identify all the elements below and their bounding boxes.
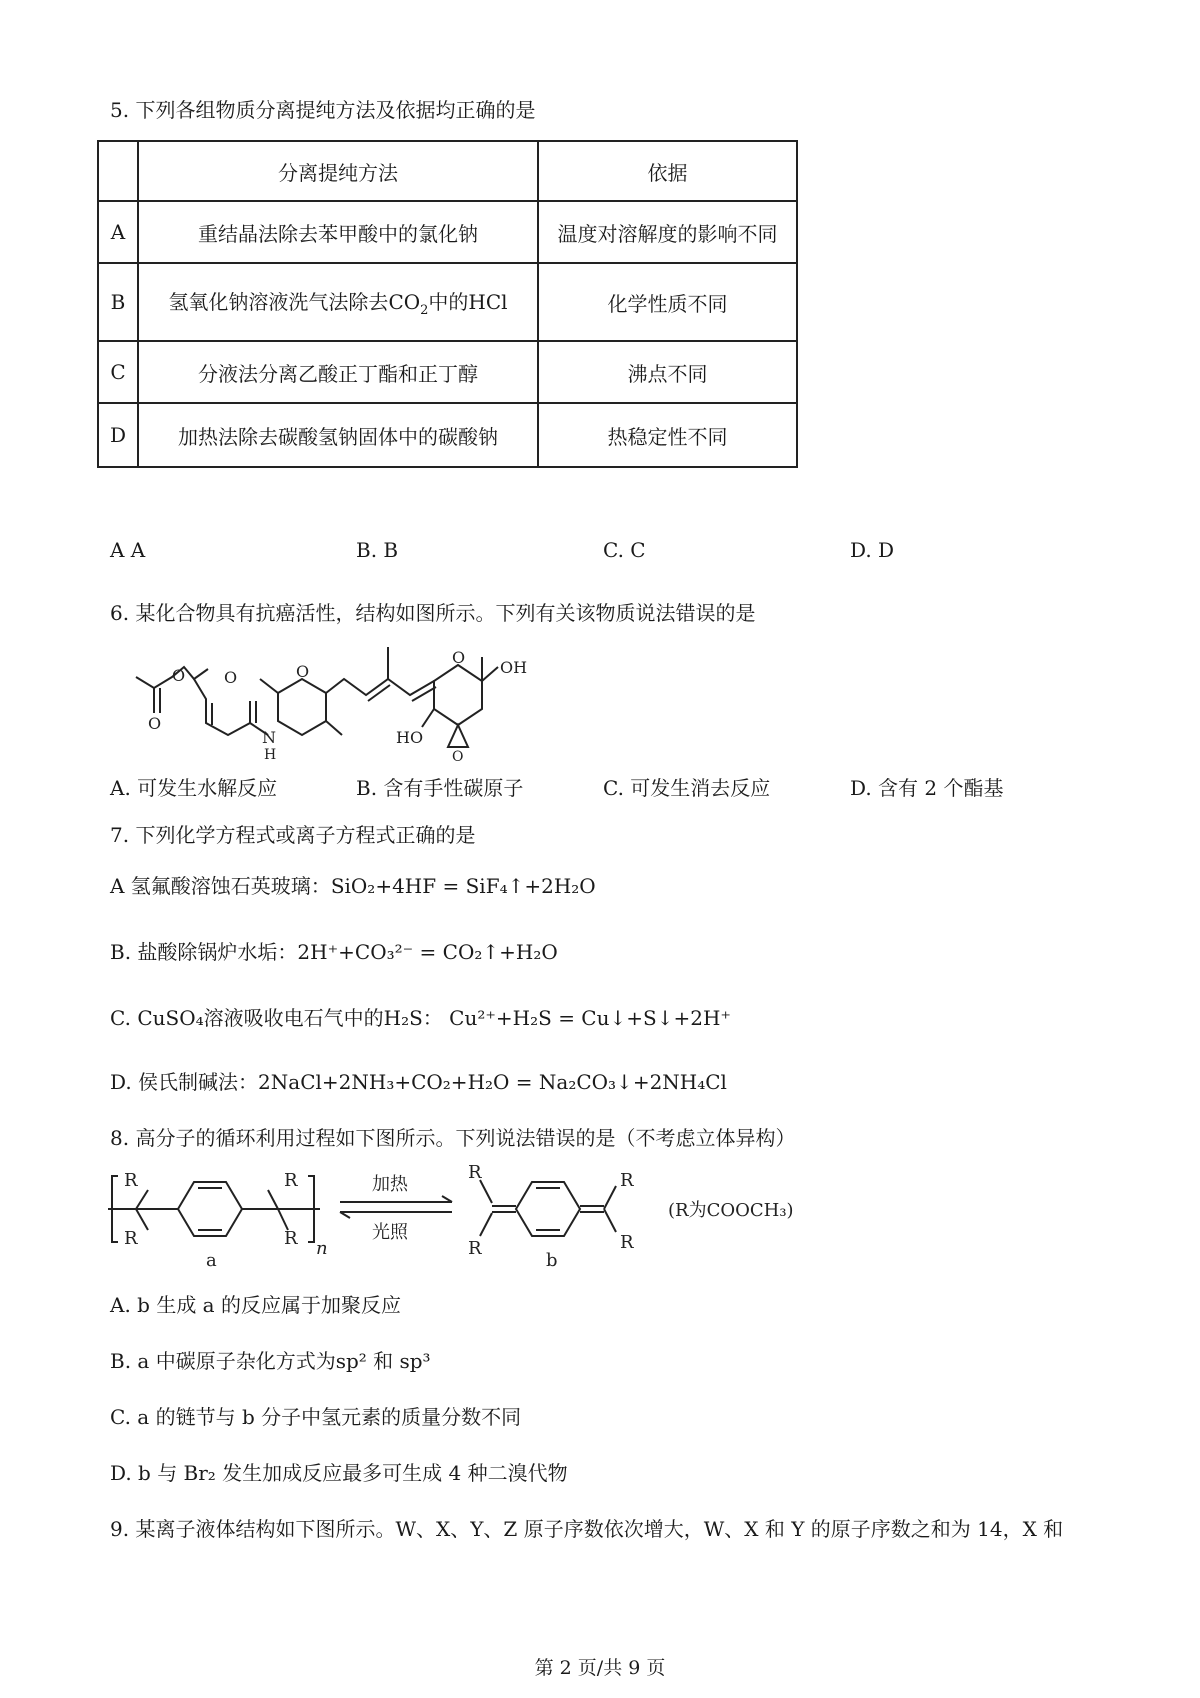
- q5-option-b[interactable]: B. B: [356, 538, 399, 562]
- table-row: [98, 201, 797, 263]
- equation: SiO₂+4HF = SiF₄↑+2H₂O: [330, 874, 596, 898]
- q8-option-b[interactable]: B. a 中碳原子杂化方式为sp² 和 sp³: [110, 1349, 431, 1373]
- q7-option-c[interactable]: [110, 1004, 731, 1032]
- row-basis: 温度对溶解度的影响不同: [538, 201, 797, 263]
- r-group-label: R: [468, 1238, 482, 1259]
- anticancer-compound-structure: [120, 635, 590, 765]
- r-group-label: R: [284, 1170, 298, 1191]
- row-key: D: [98, 403, 138, 467]
- row-key: A: [98, 201, 138, 263]
- r-group-label: R: [468, 1162, 482, 1183]
- separation-table: [97, 140, 798, 468]
- repeat-n-label: n: [316, 1238, 328, 1259]
- light-condition: 光照: [372, 1222, 408, 1243]
- q6-option-a[interactable]: A. 可发生水解反应: [110, 776, 278, 800]
- formula-text: H₂S：: [383, 1006, 443, 1030]
- q8-stem: 8. 高分子的循环利用过程如下图所示。下列说法错误的是（不考虑立体异构）: [110, 1126, 796, 1150]
- q7-option-b[interactable]: [110, 938, 558, 966]
- formula-text: CO: [388, 290, 421, 314]
- equation: 2NaCl+2NH₃+CO₂+H₂O = Na₂CO₃↓+2NH₄Cl: [258, 1070, 727, 1094]
- svg-text:O: O: [172, 666, 186, 685]
- row-method: 加热法除去碳酸氢钠固体中的碳酸钠: [138, 403, 538, 467]
- svg-text:O: O: [452, 749, 464, 765]
- q5-option-a[interactable]: A A: [110, 538, 146, 562]
- row-basis: 沸点不同: [538, 341, 797, 403]
- r-group-label: R: [284, 1228, 298, 1249]
- table-row: [98, 341, 797, 403]
- option-label: C.: [110, 1006, 138, 1030]
- q8-option-c[interactable]: C. a 的链节与 b 分子中氢元素的质量分数不同: [110, 1405, 522, 1429]
- q7-stem: 7. 下列化学方程式或离子方程式正确的是: [110, 823, 476, 847]
- hydroxyl-label: HO: [396, 728, 424, 747]
- heat-condition: 加热: [372, 1174, 408, 1195]
- q6-option-d[interactable]: D. 含有 2 个酯基: [850, 776, 1004, 800]
- svg-text:O: O: [452, 648, 466, 667]
- row-method: [138, 263, 538, 341]
- row-key: C: [98, 341, 138, 403]
- r-group-label: R: [620, 1232, 634, 1253]
- row-basis: 化学性质不同: [538, 263, 797, 341]
- table-header-cell: 分离提纯方法: [138, 141, 538, 201]
- table-row: [98, 403, 797, 467]
- q6-option-b[interactable]: B. 含有手性碳原子: [356, 776, 524, 800]
- row-basis: 热稳定性不同: [538, 403, 797, 467]
- page-footer: 第 2 页/共 9 页: [534, 1657, 666, 1679]
- q7-option-d[interactable]: [110, 1068, 727, 1096]
- q7-option-a[interactable]: [110, 872, 596, 900]
- method-text: 中的HCl: [428, 290, 508, 314]
- q8-option-a[interactable]: A. b 生成 a 的反应属于加聚反应: [110, 1293, 401, 1317]
- table-header-cell: 依据: [538, 141, 797, 201]
- row-method: 重结晶法除去苯甲酸中的氯化钠: [138, 201, 538, 263]
- q6-stem: 6. 某化合物具有抗癌活性，结构如图所示。下列有关该物质说法错误的是: [110, 601, 756, 625]
- q5-option-d[interactable]: D. D: [850, 538, 895, 562]
- row-key: B: [98, 263, 138, 341]
- r-group-label: R: [620, 1170, 634, 1191]
- r-group-label: R: [124, 1228, 138, 1249]
- q8-option-d[interactable]: D. b 与 Br₂ 发生加成反应最多可生成 4 种二溴代物: [110, 1461, 568, 1485]
- polymer-recycling-scheme: [108, 1158, 828, 1268]
- svg-text:O: O: [296, 662, 310, 681]
- option-label: D. 侯氏制碱法：: [110, 1070, 259, 1094]
- r-group-note: (R为COOCH₃): [668, 1200, 794, 1221]
- table-header-row: [98, 141, 797, 201]
- option-label: 溶液吸收电石气中的: [203, 1006, 384, 1030]
- equation: 2H⁺+CO₃²⁻ = CO₂↑+H₂O: [297, 940, 558, 964]
- q5-option-c[interactable]: C. C: [603, 538, 646, 562]
- equation: Cu²⁺+H₂S = Cu↓+S↓+2H⁺: [449, 1006, 731, 1030]
- compound-a-label: a: [206, 1250, 217, 1268]
- hydroxyl-label: OH: [500, 658, 528, 677]
- option-label: A 氢氟酸溶蚀石英玻璃：: [110, 874, 331, 898]
- amide-n-label: N: [262, 728, 276, 747]
- table-row: [98, 263, 797, 341]
- q6-option-c[interactable]: C. 可发生消去反应: [603, 776, 771, 800]
- svg-text:O: O: [148, 714, 162, 733]
- amide-h-label: H: [264, 747, 277, 763]
- compound-b-label: b: [546, 1250, 558, 1268]
- formula-text: CuSO₄: [137, 1006, 204, 1030]
- r-group-label: R: [124, 1170, 138, 1191]
- row-method: 分液法分离乙酸正丁酯和正丁醇: [138, 341, 538, 403]
- q5-stem: 5. 下列各组物质分离提纯方法及依据均正确的是: [110, 98, 536, 122]
- method-text: 氢氧化钠溶液洗气法除去: [168, 290, 389, 314]
- q9-stem: 9. 某离子液体结构如下图所示。W、X、Y、Z 原子序数依次增大，W、X 和 Y 的原子序数之和为 14，X 和: [110, 1517, 1064, 1541]
- svg-text:O: O: [224, 668, 238, 687]
- table-header-cell: [98, 141, 138, 201]
- option-label: B. 盐酸除锅炉水垢：: [110, 940, 298, 964]
- subscript: 2: [420, 303, 429, 318]
